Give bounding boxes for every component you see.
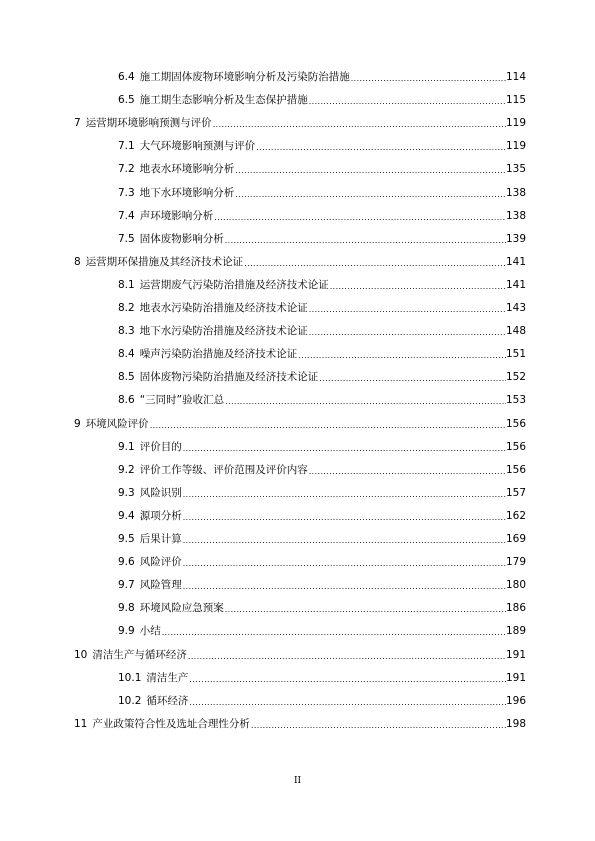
toc-entry-title: 运营期环保措施及其经济技术论证 — [85, 255, 244, 268]
toc-entry-number: 9.7 — [118, 579, 135, 592]
toc-leader-dots — [182, 490, 506, 500]
toc-entry[interactable] — [118, 440, 526, 454]
toc-leader-dots — [243, 259, 506, 269]
toc-entry-page: 198 — [505, 717, 526, 730]
toc-entry-page: 141 — [505, 278, 526, 291]
toc-entry-title: 声环境影响分析 — [139, 209, 214, 222]
toc-entry-title: 产业政策符合性及选址合理性分析 — [92, 717, 250, 730]
toc-leader-dots — [182, 444, 506, 454]
toc-entry[interactable] — [74, 417, 526, 431]
toc-entry[interactable] — [118, 93, 526, 107]
toc-entry-number: 7.4 — [118, 209, 135, 222]
toc-entry-number: 9.9 — [118, 625, 135, 638]
toc-leader-dots — [182, 536, 506, 546]
toc-entry[interactable] — [118, 232, 526, 246]
toc-entry-number: 8.1 — [118, 278, 135, 291]
toc-leader-dots — [250, 721, 506, 731]
toc-entry[interactable] — [74, 255, 526, 269]
toc-entry-page: 119 — [505, 117, 526, 130]
toc-entry-page: 152 — [505, 371, 526, 384]
toc-leader-dots — [224, 605, 506, 615]
toc-entry[interactable] — [118, 463, 526, 477]
toc-entry-number: 7 — [74, 117, 81, 130]
toc-entry[interactable] — [118, 186, 526, 200]
toc-entry-title: 环境风险应急预案 — [139, 602, 224, 615]
toc-entry-number: 8.2 — [118, 302, 135, 314]
toc-leader-dots — [224, 397, 506, 407]
toc-entry-title: 风险管理 — [139, 579, 182, 592]
toc-entry[interactable] — [118, 70, 526, 84]
toc-entry-number: 8.4 — [118, 348, 135, 361]
toc-entry-page: 138 — [505, 186, 526, 199]
toc-entry-title: 清洁生产与循环经济 — [92, 648, 187, 661]
toc-entry-title: 施工期生态影响分析及生态保护措施 — [139, 94, 308, 107]
toc-entry[interactable] — [74, 717, 526, 731]
toc-entry-number: 6.5 — [118, 94, 135, 107]
toc-entry-title: 循环经济 — [146, 694, 189, 707]
toc-leader-dots — [188, 675, 506, 685]
toc-entry-number: 11 — [74, 717, 88, 730]
toc-entry-number: 8.3 — [118, 325, 135, 338]
toc-leader-dots — [350, 74, 506, 84]
toc-entry-number: 8.6 — [118, 394, 135, 407]
toc-entry-page: 139 — [505, 232, 526, 245]
toc-entry-title: 地下水环境影响分析 — [139, 186, 235, 199]
toc-entry-title: 施工期固体废物环境影响分析及污染防治措施 — [139, 71, 350, 83]
toc-entry[interactable] — [118, 532, 526, 546]
toc-entry-title: 噪声污染防治措施及经济技术论证 — [139, 348, 298, 361]
toc-entry[interactable] — [74, 116, 526, 130]
toc-entry-number: 7.5 — [118, 232, 135, 245]
toc-entry-number: 6.4 — [118, 71, 135, 83]
toc-entry-number: 10.2 — [118, 694, 142, 707]
toc-entry-page: 179 — [505, 556, 526, 569]
toc-entry-title: 风险评价 — [139, 556, 182, 569]
toc-leader-dots — [297, 351, 506, 361]
toc-leader-dots — [329, 282, 506, 292]
toc-entry[interactable] — [118, 509, 526, 523]
toc-entry[interactable] — [118, 370, 526, 384]
toc-entry-title: 清洁生产 — [146, 671, 189, 684]
toc-entry[interactable] — [118, 555, 526, 569]
toc-leader-dots — [234, 166, 506, 176]
toc-entry-number: 9.4 — [118, 509, 135, 522]
toc-leader-dots — [213, 213, 506, 223]
toc-entry-title: 后果计算 — [139, 533, 182, 545]
toc-entry[interactable] — [118, 139, 526, 153]
toc-entry[interactable] — [118, 278, 526, 292]
toc-entry-title: 运营期环境影响预测与评价 — [85, 117, 212, 130]
toc-entry-number: 7.3 — [118, 186, 135, 199]
toc-leader-dots — [187, 652, 506, 662]
toc-entry-page: 186 — [505, 602, 526, 615]
toc-entry-page: 169 — [505, 533, 526, 545]
toc-entry-title: 评价目的 — [139, 440, 182, 453]
toc-entry-page: 114 — [505, 71, 526, 83]
toc-leader-dots — [149, 421, 506, 431]
toc-entry[interactable] — [118, 324, 526, 338]
toc-entry-page: 156 — [505, 463, 526, 476]
toc-entry-page: 119 — [505, 140, 526, 153]
toc-entry-page: 191 — [505, 648, 526, 661]
toc-entry[interactable] — [74, 648, 526, 662]
toc-entry-page: 191 — [505, 671, 526, 684]
toc-entry-page: 135 — [505, 163, 526, 176]
toc-entry-number: 9.5 — [118, 533, 135, 545]
toc-entry[interactable] — [118, 301, 526, 315]
toc-entry-title: 地下水污染防治措施及经济技术论证 — [139, 325, 308, 338]
toc-entry-title: 源项分析 — [139, 509, 182, 522]
toc-entry[interactable] — [118, 601, 526, 615]
toc-entry-page: 143 — [505, 302, 526, 314]
toc-entry-page: 138 — [505, 209, 526, 222]
toc-entry-number: 10 — [74, 648, 88, 661]
toc-entry-page: 157 — [505, 486, 526, 499]
toc-leader-dots — [234, 190, 506, 200]
toc-entry[interactable] — [118, 624, 526, 638]
toc-leader-dots — [308, 467, 506, 477]
toc-entry[interactable] — [118, 347, 526, 361]
toc-entry-page: 115 — [505, 94, 526, 107]
toc-entry-page: 196 — [505, 694, 526, 707]
page-number-footer: II — [293, 776, 302, 786]
toc-entry-title: 评价工作等级、评价范围及评价内容 — [139, 463, 308, 476]
toc-entry-title: 风险识别 — [139, 486, 182, 499]
toc-entry-title: 小结 — [139, 625, 161, 638]
toc-entry-number: 9.3 — [118, 486, 135, 499]
toc-entry-number: 9.2 — [118, 463, 135, 476]
toc-entry[interactable] — [118, 162, 526, 176]
toc-entry-page: 180 — [505, 579, 526, 592]
toc-entry-number: 9.6 — [118, 556, 135, 569]
toc-entry-title: 地表水环境影响分析 — [139, 163, 235, 176]
toc-entry-page: 153 — [505, 394, 526, 407]
toc-entry-number: 9.1 — [118, 440, 135, 453]
toc-entry-number: 7.2 — [118, 163, 135, 176]
toc-entry-title: 固体废物污染防治措施及经济技术论证 — [139, 371, 319, 384]
toc-entry[interactable] — [118, 209, 526, 223]
toc-entry-title: 固体废物影响分析 — [139, 232, 224, 245]
toc-entry[interactable] — [118, 486, 526, 500]
toc-leader-dots — [308, 97, 506, 107]
toc-leader-dots — [212, 120, 506, 130]
toc-entry-page: 141 — [505, 255, 526, 268]
toc-leader-dots — [308, 305, 506, 315]
toc-leader-dots — [224, 236, 506, 246]
toc-entry[interactable] — [118, 694, 526, 708]
toc-entry-page: 156 — [505, 440, 526, 453]
toc-leader-dots — [318, 374, 506, 384]
toc-entry[interactable] — [118, 671, 526, 685]
toc-entry-page: 189 — [505, 625, 526, 638]
toc-entry-number: 8.5 — [118, 371, 135, 384]
toc-entry-title: 地表水污染防治措施及经济技术论证 — [139, 302, 308, 314]
toc-entry[interactable] — [118, 578, 526, 592]
toc-entry-page: 151 — [505, 348, 526, 361]
toc-entry-title: “三同时”验收汇总 — [139, 394, 225, 407]
toc-entry-number: 7.1 — [118, 140, 135, 153]
toc-entry-page: 162 — [505, 509, 526, 522]
toc-entry-number: 10.1 — [118, 671, 142, 684]
toc-entry-title: 环境风险评价 — [85, 417, 149, 430]
toc-leader-dots — [182, 513, 506, 523]
toc-leader-dots — [255, 143, 506, 153]
toc-entry-number: 9 — [74, 417, 81, 430]
toc-entry-number: 8 — [74, 255, 81, 268]
toc-entry-page: 148 — [505, 325, 526, 338]
toc-entry-page: 156 — [505, 417, 526, 430]
toc-entry-number: 9.8 — [118, 602, 135, 615]
toc-leader-dots — [182, 582, 506, 592]
toc-leader-dots — [308, 328, 506, 338]
toc-entry[interactable] — [118, 393, 526, 407]
toc-leader-dots — [182, 559, 506, 569]
toc-leader-dots — [188, 698, 506, 708]
toc-leader-dots — [161, 628, 506, 638]
toc-entry-title: 大气环境影响预测与评价 — [139, 140, 256, 153]
toc-entry-title: 运营期废气污染防治措施及经济技术论证 — [139, 278, 329, 291]
